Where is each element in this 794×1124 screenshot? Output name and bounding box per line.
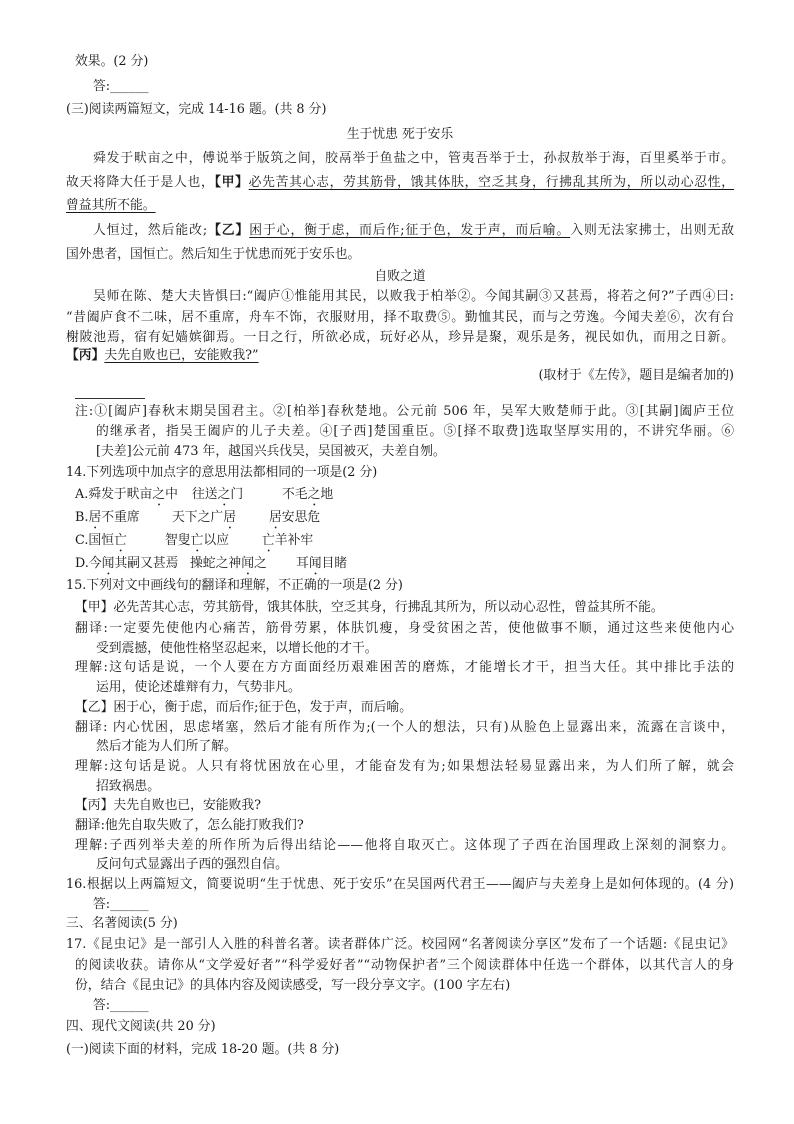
underlined-sentence-yi: 困于心，衡于虑，而后作;征于色，发于声，而后喻。 [249, 223, 571, 238]
option-item [165, 531, 229, 555]
option-item [192, 485, 243, 509]
option-text: 不毛 [282, 487, 308, 502]
q15-bing-translation: 翻译:他先自取失败了，怎么能打败我们? [75, 818, 304, 833]
text-a-line: 国外患者，国恒亡。然后知生于忧患而死于安乐也。 [66, 247, 361, 262]
marker-bing: 【丙】 [66, 348, 105, 363]
dotted-char: 闻 [241, 556, 254, 571]
text-a-line [93, 221, 734, 241]
marker-yi: 【乙】 [207, 223, 250, 238]
text-a-line-pre: 人恒过，然后能改; [93, 223, 208, 238]
famous-works-heading: 三、名著阅读(5 分) [66, 916, 178, 931]
option-text: 不重席 [101, 510, 140, 525]
q14-option-d [0, 554, 794, 574]
q14-option-c [0, 531, 794, 551]
q15-jia-sentence: 【甲】必先苦其心志，劳其筋骨，饿其体肤，空乏其身，行拂乱其所为，所以动心忍性，曾益其所不能。 [75, 600, 664, 615]
option-item [269, 508, 320, 532]
option-text: 门 [230, 487, 244, 502]
q15-yi-analysis: 理解:这句话是说。人只有将忧困放在心里，才能奋发有为;如果想法轻易显露出来，为人们所了解，就会 [75, 759, 734, 774]
option-text: 智叟 [165, 533, 191, 548]
dotted-char: 居 [223, 510, 236, 525]
dotted-char: 闻 [101, 556, 115, 571]
q15-jia-analysis: 运用，使论述雄辩有力，气势非凡。 [96, 680, 301, 695]
q15-yi-translation: 然后才能为人们所了解。 [96, 739, 237, 754]
text-b-title: 自败之道 [374, 269, 426, 284]
dotted-char: 居 [88, 510, 102, 525]
text-b-line: 吴师在陈、楚大夫皆惧曰:“阖庐①惟能用其民，以败我于柏举②。今闻其嗣③又甚焉，将若之何?”子西④曰: [93, 289, 734, 304]
text-a-line-post: 入则无法家拂士，出则无敌 [570, 223, 735, 238]
text-a-line: 舜发于畎亩之中，傅说举于版筑之间，胶鬲举于鱼盐之中，管夷吾举于士，孙叔敖举于海，百里奚举于市。 [93, 151, 734, 166]
marker-jia: 【甲】 [214, 175, 249, 190]
text-a-line-pre: 故天将降大任于是人也， [66, 175, 215, 190]
q15-jia-analysis: 理解:这句话是说，一个人要在方方面面经历艰难困苦的磨炼，才能增长才干，担当大任。其中排比手法的 [75, 660, 734, 675]
q17-answer-blank: 答:______ [93, 998, 149, 1013]
q15-jia-translation: 受到震撼，使他性格坚忍起来，以增长他的才干。 [96, 641, 378, 656]
dotted-char: 之 [217, 487, 231, 502]
q15-stem: 15.下列对文中画线句的翻译和理解，不正确的一项是(2 分) [66, 578, 403, 593]
q15-yi-translation: 翻译: 内心忧困，思虑堵塞，然后才能有所作为;(一个人的想法，只有)从脸色上显露出来，流露在言谈中， [75, 720, 734, 735]
q16-answer-blank: 答:______ [93, 897, 149, 912]
q15-jia-translation: 翻译:一定要先使他内心痛苦，筋骨劳累，体肤饥瘦，身受贫困之苦，使他做事不顺，通过这些来使他内心 [75, 621, 734, 636]
reading-section-heading: (三)阅读两篇短文，完成 14-16 题。(共 8 分) [66, 102, 327, 117]
q15-bing-analysis: 理解:子西列举夫差的所作所为后得出结论——他将自取灭亡。这体现了子西在治国理政上深刻的洞察力。 [75, 838, 734, 853]
source-citation: (取材于《左传》，题目是编者加的) [538, 368, 734, 383]
footnote-separator [75, 398, 145, 399]
option-text: 地 [320, 487, 334, 502]
q17-line: 的阅读收获。请你从“文学爱好者”“科学爱好者”“动物保护者”三个阅读群体中任选一个群体，以其代言人的身 [75, 958, 734, 973]
q15-yi-analysis: 招致祸患。 [96, 779, 160, 794]
text-a-title: 生于忧患 死于安乐 [346, 127, 454, 142]
footnote-line: [夫差]公元前 473 年，越国兴兵伐吴，吴国被灭，夫差自刎。 [96, 444, 446, 459]
option-item [75, 508, 140, 532]
underlined-sentence-jia-end: 曾益其所不能。 [66, 198, 156, 213]
option-item [296, 554, 347, 578]
q14-stem: 14.下列选项中加点字的意思用法都相同的一项是(2 分) [66, 465, 378, 480]
q15-yi-sentence: 【乙】困于心，衡于虑，而后作;征于色，发于声，而后喻。 [75, 700, 413, 715]
text-a-line [66, 196, 156, 216]
text-b-line [66, 346, 259, 366]
q14-option-a [0, 485, 794, 505]
dotted-char: 闻 [308, 556, 322, 571]
option-item [75, 531, 127, 555]
q13-tail: 效果。(2 分) [75, 54, 149, 69]
option-text: A.舜发于畎亩 [75, 487, 153, 502]
option-text: 中 [165, 487, 178, 502]
q17-line: 份，结合《昆虫记》的具体内容及阅读感受，写一段分享文字。(100 字左右) [75, 978, 511, 993]
dotted-char: 之 [152, 487, 166, 502]
underlined-sentence-jia: 必先苦其心志，劳其筋骨，饿其体肤，空乏其身，行拂乱其所为，所以动心忍性， [248, 175, 735, 190]
option-text: 安思危 [281, 510, 321, 525]
dotted-char: 亡 [262, 533, 275, 548]
option-text: 天下之广 [172, 510, 224, 525]
option-item [75, 554, 178, 578]
q15-bing-sentence: 【丙】夫先自败也已，安能败我? [75, 798, 262, 813]
q16-stem: 16.根据以上两篇短文，简要说明“生于忧患、死于安乐”在吴国两代君王——阖庐与夫差身上是如何体现的。(4 分) [66, 877, 734, 892]
modern-reading-heading: 四、现代文阅读(共 20 分) [66, 1019, 216, 1034]
option-item [75, 485, 178, 509]
option-item [262, 531, 313, 555]
footnote-line: 注:①[阖庐]春秋末期吴国君主。②[柏举]春秋楚地。公元前 506 年，吴军大败楚师于此。③[其嗣]阖庐王位 [75, 404, 734, 419]
modern-reading-subheading: (一)阅读下面的材料，完成 18-20 题。(共 8 分) [66, 1042, 340, 1057]
option-item [282, 485, 333, 509]
option-item [190, 554, 267, 578]
option-text: C.国恒 [75, 533, 114, 548]
text-b-line: 榭陂池焉，宿有妃嫱嫔御焉。一日之行，所欲必成，玩好必从，珍异是聚，观乐是务，视民如仇，而用之日新。 [66, 330, 734, 345]
underlined-sentence-bing: 夫先自败也已，安能败我?” [104, 348, 259, 363]
option-text: 以应 [203, 533, 229, 548]
q15-bing-analysis: 反问句式显露出子西的强烈自信。 [96, 857, 288, 872]
option-item [172, 508, 236, 532]
option-text: 操蛇之神 [190, 556, 242, 571]
option-text: D.今 [75, 556, 102, 571]
dotted-char: 亡 [190, 533, 204, 548]
option-text: 其嗣又甚焉 [114, 556, 179, 571]
option-text: 之 [253, 556, 267, 571]
dotted-char: 居 [269, 510, 282, 525]
option-text: B. [75, 510, 89, 525]
q14-option-b [0, 508, 794, 528]
text-b-line: “昔阖庐食不二味，居不重席，舟车不饰，衣服财用，择不取费⑤。勤恤其民，而与之劳逸。今闻夫差⑥，次有台 [66, 310, 734, 325]
option-text: 往送 [192, 487, 218, 502]
text-a-line [66, 173, 734, 193]
dotted-char: 之 [307, 487, 321, 502]
option-text: 目睹 [321, 556, 348, 571]
footnote-line: 的继承者，指吴王阖庐的儿子夫差。④[子西]楚国重臣。⑤[择不取费]选取坚厚实用的，不讲究华丽。⑥ [96, 424, 734, 439]
option-text: 耳 [296, 556, 309, 571]
option-text: 羊补牢 [274, 533, 314, 548]
q13-answer-blank: 答:______ [93, 79, 149, 94]
dotted-char: 亡 [114, 533, 127, 548]
q17-line: 17.《昆虫记》是一部引人入胜的科普名著。读者群体广泛。校园网“名著阅读分享区”发布了一个话题:《昆虫记》 [66, 937, 734, 952]
